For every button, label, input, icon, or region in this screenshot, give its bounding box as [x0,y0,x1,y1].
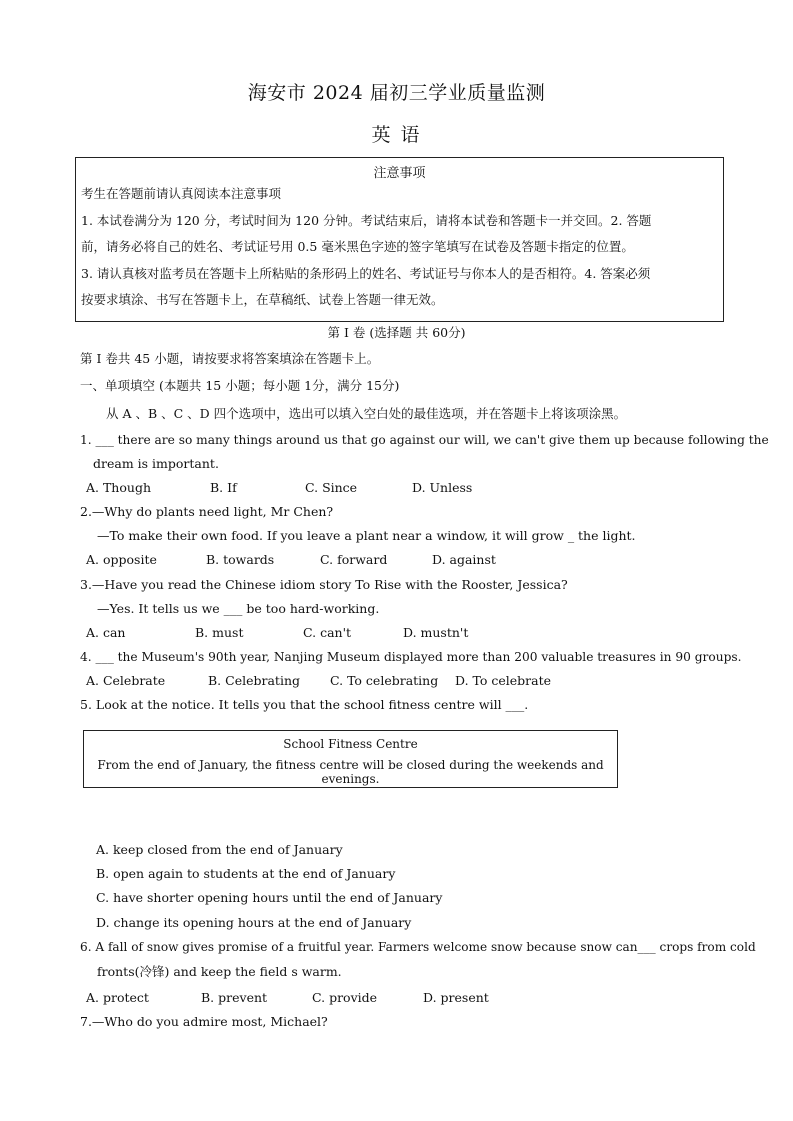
notice-box [75,157,724,322]
question-4-option-b: B. Celebrating [208,673,300,688]
question-1-stem-cont: dream is important. [93,456,219,471]
question-5-option-c: C. have shorter opening hours until the end of January [96,890,443,905]
question-4-option-d: D. To celebrate [455,673,552,688]
question-2-option-a: A. opposite [86,552,157,567]
question-6-option-d: D. present [423,990,489,1005]
question-6-option-b: B. prevent [201,990,268,1005]
question-2-option-c: C. forward [320,552,388,567]
question-3-option-b: B. must [195,625,244,640]
question-6-option-c: C. provide [312,990,378,1005]
question-3-stem-cont: —Yes. It tells us we ___ be too hard-working. [97,601,380,616]
question-2-option-b: B. towards [206,552,275,567]
question-1-option-a: A. Though [86,480,151,495]
exam-subject: 英 语 [371,124,422,146]
question-1-stem: 1. ___ there are so many things around us that go against our will, we can't give them up because following the [80,433,769,447]
notice-intro: 考生在答题前请认真阅读本注意事项 [81,186,282,201]
notice-line: 3. 请认真核对监考员在答题卡上所粘贴的条形码上的姓名、考试证号与你本人的是否相符。4. 答案必须 [81,265,651,281]
part-title: 一、单项填空 (本题共 15 小题；每小题 1分，满分 15分) [80,378,400,393]
question-3-option-c: C. can't [303,625,352,640]
question-1-option-c: C. Since [305,480,358,495]
question-5-option-d: D. change its opening hours at the end of January [96,915,412,930]
question-2-option-d: D. against [432,552,496,567]
fitness-notice-box [83,730,618,788]
question-2-stem-cont: —To make their own food. If you leave a plant near a window, it will grow _ the light. [97,528,636,543]
part-instruction: 从 A 、B 、C 、D 四个选项中，选出可以填入空白处的最佳选项，并在答题卡上将该项涂黑。 [106,406,627,421]
exam-title: 海安市 2024 届初三学业质量监测 [247,82,546,104]
section-title: 第 I 卷 (选择题 共 60分) [327,325,466,340]
question-4-option-c: C. To celebrating [330,673,439,688]
question-3-option-d: D. mustn't [403,625,469,640]
question-2-stem: 2.—Why do plants need light, Mr Chen? [80,504,334,519]
question-7-stem: 7.—Who do you admire most, Michael? [80,1014,328,1029]
notice-line: 按要求填涂、书写在答题卡上，在草稿纸、试卷上答题一律无效。 [81,292,444,307]
question-6-stem-cont: fronts(冷锋) and keep the field s warm. [97,964,342,979]
question-5-option-b: B. open again to students at the end of January [96,866,396,881]
fitness-notice-body: From the end of January, the fitness centre will be closed during the weekends and evenings. [97,758,604,786]
question-3-option-a: A. can [86,625,126,640]
notice-line: 前，请务必将自己的姓名、考试证号用 0.5 毫米黑色字迹的签字笔填写在试卷及答题卡指定的位置。 [81,239,634,254]
question-5-stem: 5. Look at the notice. It tells you that the school fitness centre will ___. [80,697,529,712]
question-4-option-a: A. Celebrate [86,673,166,688]
question-3-stem: 3.—Have you read the Chinese idiom story To Rise with the Rooster, Jessica? [80,577,568,592]
question-6-option-a: A. protect [86,990,149,1005]
question-4-stem: 4. ___ the Museum's 90th year, Nanjing Museum displayed more than 200 valuable treasures in 90 groups. [80,650,742,664]
notice-line: 1. 本试卷满分为 120 分，考试时间为 120 分钟。考试结束后，请将本试卷和答题卡一并交回。2. 答题 [81,212,652,228]
question-1-option-d: D. Unless [412,480,473,495]
notice-heading: 注意事项 [373,166,426,181]
fitness-notice-title: School Fitness Centre [283,737,418,751]
section-note: 第 I 卷共 45 小题，请按要求将答案填涂在答题卡上。 [80,351,380,366]
question-5-option-a: A. keep closed from the end of January [96,842,343,857]
question-1-option-b: B. If [210,480,237,495]
question-6-stem: 6. A fall of snow gives promise of a fruitful year. Farmers welcome snow because snow can___ crops from cold [80,940,756,954]
